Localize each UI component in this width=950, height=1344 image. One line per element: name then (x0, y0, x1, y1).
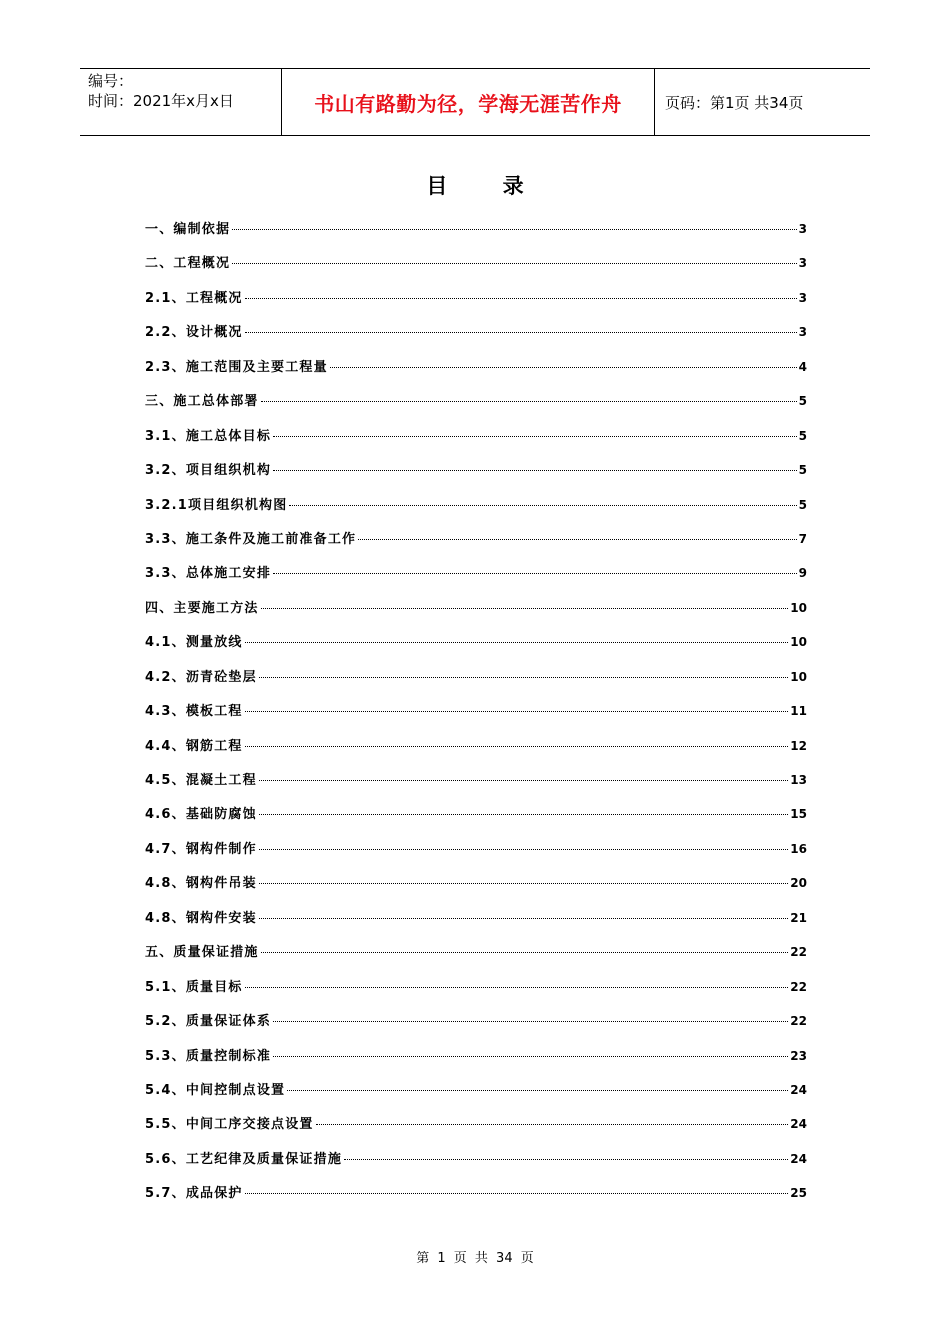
toc-dot-leader (245, 1193, 789, 1194)
toc-entry[interactable] (145, 941, 807, 975)
toc-entry-page: 3 (798, 222, 807, 236)
toc-entry-page: 22 (790, 945, 807, 960)
toc-entry-page: 15 (790, 807, 807, 822)
toc-entry[interactable] (145, 218, 807, 252)
toc-entry-label: 3.3、总体施工安排 (145, 566, 272, 582)
toc-entry-page: 5 (798, 394, 807, 409)
toc-entry[interactable] (145, 838, 807, 872)
toc-entry-page: 25 (790, 1186, 807, 1201)
toc-entry[interactable] (145, 1010, 807, 1044)
toc-entry-page: 22 (790, 1014, 807, 1029)
toc-dot-leader (273, 436, 797, 437)
header-motto: 书山有路勤为径，学海无涯苦作舟 (314, 91, 622, 116)
toc-entry-label: 4.8、钢构件安装 (145, 910, 257, 926)
toc-entry-page: 7 (798, 531, 807, 546)
toc-entry[interactable] (145, 528, 807, 562)
toc-entry-page: 24 (790, 1151, 807, 1166)
toc-entry-label: 2.2、设计概况 (145, 325, 243, 341)
toc-dot-leader (259, 918, 788, 919)
toc-dot-leader (245, 746, 789, 747)
toc-entry-page: 10 (790, 669, 807, 684)
toc-entry-label: 2.1、工程概况 (145, 290, 243, 306)
toc-dot-leader (259, 849, 788, 850)
toc-entry-page: 3 (798, 256, 807, 271)
toc-entry[interactable] (145, 769, 807, 803)
toc-entry-page: 13 (790, 773, 807, 787)
toc-entry-page: 24 (790, 1082, 807, 1097)
toc-entry[interactable] (145, 1045, 807, 1079)
toc-entry-page: 16 (790, 841, 807, 856)
toc-entry-label: 5.4、中间控制点设置 (145, 1082, 286, 1098)
toc-entry-label: 4.8、钢构件吊装 (145, 876, 257, 892)
toc-entry[interactable] (145, 803, 807, 837)
toc-entry-label: 4.5、混凝土工程 (145, 773, 257, 788)
toc-entry-label: 4.1、测量放线 (145, 635, 243, 651)
toc-dot-leader (259, 677, 788, 678)
toc-entry-label: 5.6、工艺纪律及质量保证措施 (145, 1151, 343, 1167)
document-header (80, 68, 870, 136)
toc-entry-page: 21 (790, 910, 807, 925)
toc-entry-label: 四、主要施工方法 (145, 600, 259, 616)
toc-entry-label: 4.4、钢筋工程 (145, 738, 243, 754)
toc-dot-leader (259, 814, 788, 815)
toc-entry[interactable] (145, 390, 807, 424)
toc-dot-leader (245, 332, 797, 333)
toc-dot-leader (261, 401, 797, 402)
toc-entry-label: 5.3、质量控制标准 (145, 1048, 272, 1064)
toc-entry-label: 4.6、基础防腐蚀 (145, 807, 257, 823)
toc-entry-label: 5.7、成品保护 (145, 1186, 243, 1202)
header-page-info: 页码：第1页 共34页 (665, 93, 804, 112)
toc-dot-leader (232, 263, 796, 264)
toc-entry-page: 22 (790, 979, 807, 994)
toc-dot-leader (245, 711, 789, 712)
toc-entry[interactable] (145, 700, 807, 734)
header-meta-cell (80, 69, 282, 135)
toc-entry[interactable] (145, 976, 807, 1010)
toc-dot-leader (245, 642, 789, 643)
toc-entry-label: 4.2、沥青砼垫层 (145, 669, 257, 685)
toc-entry-page: 3 (798, 325, 807, 340)
toc-entry[interactable] (145, 907, 807, 941)
toc-entry[interactable] (145, 1079, 807, 1113)
toc-entry[interactable] (145, 356, 807, 390)
toc-entry[interactable] (145, 494, 807, 528)
toc-entry[interactable] (145, 1182, 807, 1216)
toc-entry-label: 一、编制依据 (145, 222, 231, 237)
toc-dot-leader (259, 780, 788, 781)
toc-entry-label: 3.3、施工条件及施工前准备工作 (145, 531, 357, 547)
toc-entry[interactable] (145, 597, 807, 631)
toc-dot-leader (273, 470, 797, 471)
toc-entry-page: 11 (790, 704, 807, 719)
toc-entry[interactable] (145, 321, 807, 355)
toc-entry-page: 24 (790, 1117, 807, 1132)
toc-dot-leader (261, 952, 789, 953)
toc-title: 目 录 (426, 174, 548, 198)
toc-dot-leader (273, 1056, 788, 1057)
toc-entry-page: 9 (798, 566, 807, 581)
toc-entry[interactable] (145, 287, 807, 321)
toc-dot-leader (358, 539, 796, 540)
toc-entry-label: 4.3、模板工程 (145, 704, 243, 720)
toc-entry[interactable] (145, 252, 807, 286)
toc-entry-page: 5 (798, 428, 807, 443)
toc-entry-label: 三、施工总体部署 (145, 394, 259, 410)
toc-entry-label: 5.1、质量目标 (145, 979, 243, 995)
toc-entry-page: 23 (790, 1048, 807, 1063)
toc-entry-page: 4 (798, 359, 807, 374)
toc-entry-page: 5 (798, 463, 807, 478)
toc-entry-page: 3 (798, 290, 807, 305)
toc-entry[interactable] (145, 631, 807, 665)
toc-entry[interactable] (145, 666, 807, 700)
toc-entry[interactable] (145, 735, 807, 769)
toc-entry-label: 2.3、施工范围及主要工程量 (145, 359, 328, 375)
toc-entry-page: 20 (790, 876, 807, 891)
toc-dot-leader (261, 608, 789, 609)
toc-entry[interactable] (145, 425, 807, 459)
toc-dot-leader (232, 229, 796, 230)
toc-dot-leader (289, 505, 796, 506)
toc-entry-label: 二、工程概况 (145, 256, 231, 272)
header-page-cell (655, 69, 870, 135)
toc-entry[interactable] (145, 1113, 807, 1147)
toc-dot-leader (273, 573, 797, 574)
toc-entry-label: 3.1、施工总体目标 (145, 428, 272, 444)
toc-dot-leader (259, 883, 788, 884)
toc-dot-leader (316, 1124, 789, 1125)
table-of-contents (145, 218, 807, 1217)
page-footer: 第 1 页 共 34 页 (416, 1251, 534, 1266)
toc-entry-label: 4.7、钢构件制作 (145, 841, 257, 857)
toc-entry[interactable] (145, 459, 807, 493)
toc-dot-leader (245, 987, 789, 988)
toc-dot-leader (245, 298, 797, 299)
toc-entry-label: 3.2、项目组织机构 (145, 463, 272, 479)
toc-dot-leader (273, 1021, 788, 1022)
header-motto-cell (282, 69, 655, 135)
toc-entry-page: 10 (790, 635, 807, 650)
document-code-label: 编号： (88, 72, 134, 90)
toc-dot-leader (287, 1090, 788, 1091)
toc-entry-label: 五、质量保证措施 (145, 945, 259, 961)
toc-entry-label: 5.5、中间工序交接点设置 (145, 1117, 314, 1133)
toc-dot-leader (344, 1159, 788, 1160)
toc-entry-page: 10 (790, 600, 807, 615)
toc-entry[interactable] (145, 1148, 807, 1182)
toc-entry[interactable] (145, 872, 807, 906)
toc-entry[interactable] (145, 562, 807, 596)
toc-entry-label: 5.2、质量保证体系 (145, 1014, 272, 1030)
toc-entry-label: 3.2.1项目组织机构图 (145, 497, 288, 513)
toc-entry-page: 5 (798, 497, 807, 512)
toc-dot-leader (330, 367, 797, 368)
toc-entry-page: 12 (790, 738, 807, 753)
document-time-label: 时间：2021年x月x日 (88, 92, 234, 110)
